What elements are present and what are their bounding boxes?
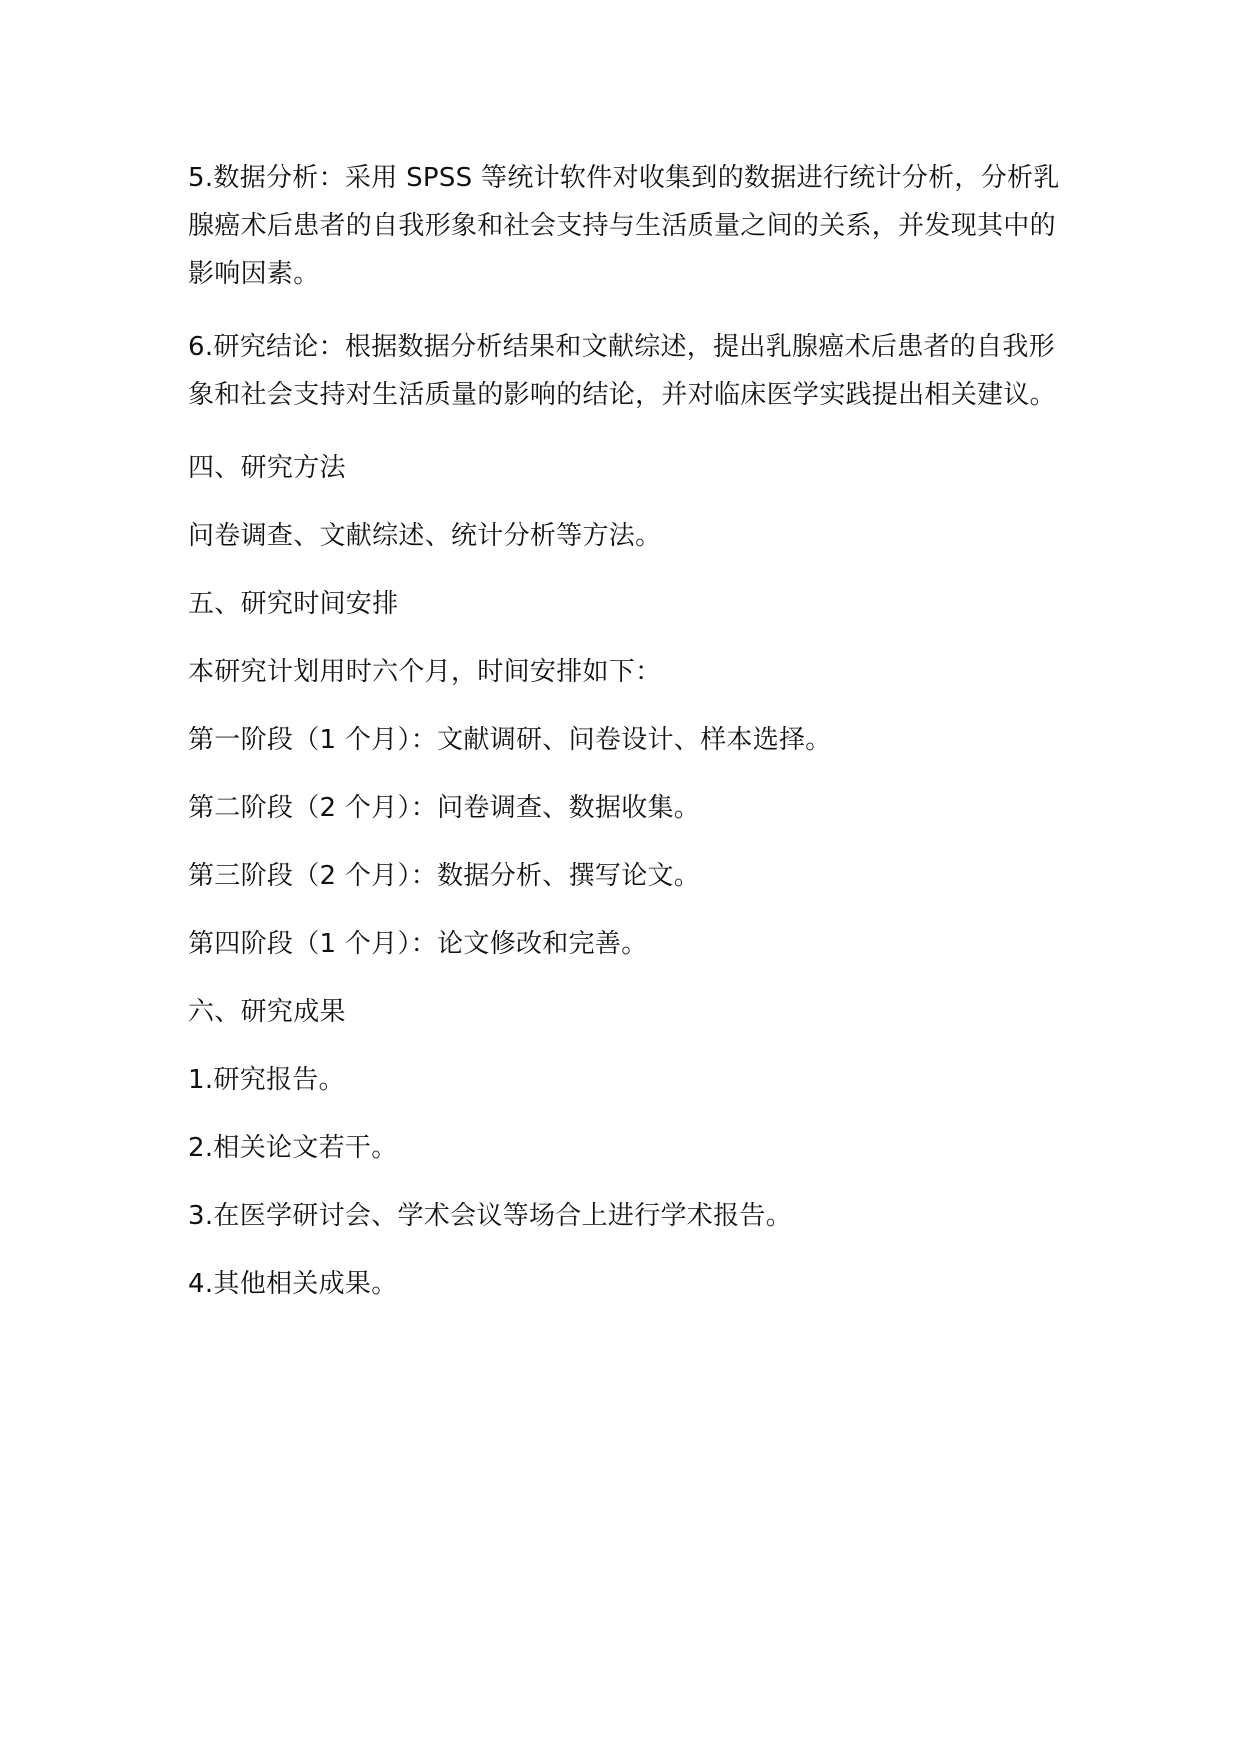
section-heading-outcomes: 六、研究成果 [188, 997, 346, 1027]
outcome-item-1: 1.研究报告。 [188, 1065, 345, 1095]
outcome-item-3: 3.在医学研讨会、学术会议等场合上进行学术报告。 [188, 1201, 793, 1231]
schedule-phase-2: 第二阶段（2 个月）：问卷调查、数据收集。 [188, 793, 701, 823]
outcome-item-2: 2.相关论文若干。 [188, 1133, 398, 1163]
schedule-phase-1: 第一阶段（1 个月）：文献调研、问卷设计、样本选择。 [188, 725, 832, 755]
paragraph-methods: 问卷调查、文献综述、统计分析等方法。 [188, 521, 662, 551]
paragraph-research-conclusion: 6.研究结论：根据数据分析结果和文献综述，提出乳腺癌术后患者的自我形象和社会支持对生活质量的影响的结论，并对临床医学实践提出相关建议。 [188, 332, 1056, 410]
paragraph-schedule-intro: 本研究计划用时六个月，时间安排如下： [188, 657, 662, 687]
paragraph-data-analysis: 5.数据分析：采用 SPSS 等统计软件对收集到的数据进行统计分析，分析乳腺癌术后患者的自我形象和社会支持与生活质量之间的关系，并发现其中的影响因素。 [188, 163, 1060, 289]
section-heading-schedule: 五、研究时间安排 [188, 589, 399, 619]
outcome-item-4: 4.其他相关成果。 [188, 1269, 398, 1299]
schedule-phase-3: 第三阶段（2 个月）：数据分析、撰写论文。 [188, 861, 701, 891]
schedule-phase-4: 第四阶段（1 个月）：论文修改和完善。 [188, 929, 648, 959]
section-heading-research-methods: 四、研究方法 [188, 453, 346, 483]
document-page [188, 154, 1068, 1328]
